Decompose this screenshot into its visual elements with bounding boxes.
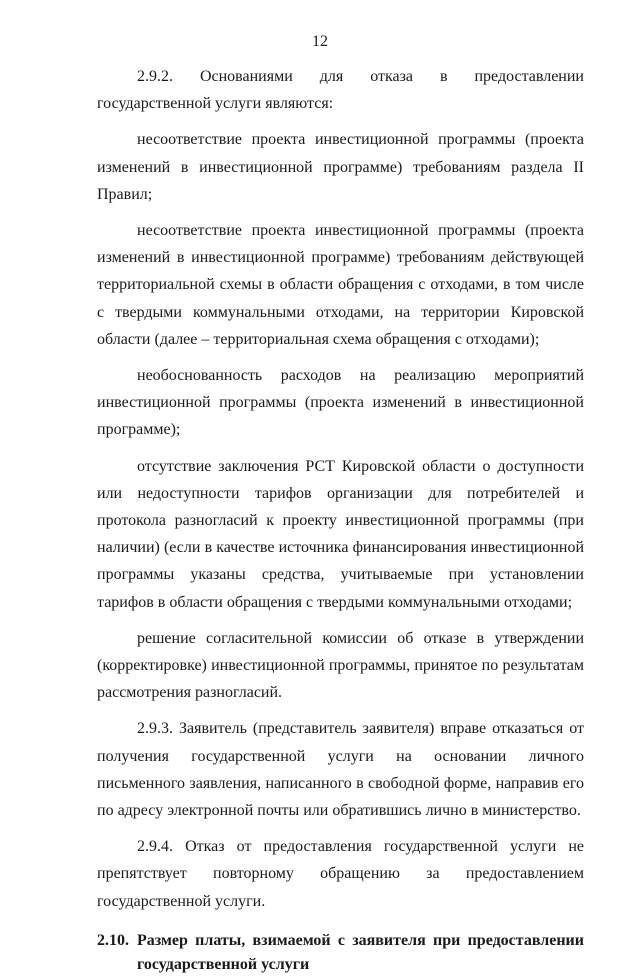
section-title: Размер платы, взимаемой с заявителя при предоставлении государственной услуги <box>137 931 584 973</box>
section-number: 2.10. <box>97 931 129 949</box>
paragraph-list-item: отсутствие заключения РСТ Кировской области о доступности или недоступности тарифов организации для потребителей и протокола разногласий к проекту инвестиционной программы (при наличии) (если в качестве источника финансирования инвестиционной программы указаны средства, учитываемые при установлении тарифов в области обращения с твердыми коммунальными отходами; <box>97 457 584 611</box>
section-heading <box>97 929 584 977</box>
paragraph-list-item: несоответствие проекта инвестиционной программы (проекта изменений в инвестиционной программе) требованиям раздела II Правил; <box>97 131 584 203</box>
page-number: 12 <box>312 33 328 50</box>
paragraph-list-item: решение согласительной комиссии об отказе в утверждении (корректировке) инвестиционной программы, принятое по результатам рассмотрения разногласий. <box>97 629 584 702</box>
document-body <box>97 63 584 977</box>
paragraph-2-9-2: 2.9.2. Основаниями для отказа в предоставлении государственной услуги являются: <box>97 68 584 113</box>
paragraph-2-9-3: 2.9.3. Заявитель (представитель заявителя) вправе отказаться от получения государственной услуги на основании личного письменного заявления, написанного в свободной форме, направив его по адресу электронной почты или обратившись лично в министерство. <box>97 720 584 820</box>
paragraph-2-9-4: 2.9.4. Отказ от предоставления государственной услуги не препятствует повторному обращению за предоставлением государственной услуги. <box>97 838 584 910</box>
paragraph-list-item: несоответствие проекта инвестиционной программы (проекта изменений в инвестиционной программе) требованиям действующей территориальной схемы в области обращения с отходами, в том числе с твердыми коммунальными отходами, на территории Кировской области (далее – территориальная схема обращения с отходами); <box>97 222 584 348</box>
paragraph-list-item: необоснованность расходов на реализацию мероприятий инвестиционной программы (проекта изменений в инвестиционной программе); <box>97 367 584 439</box>
